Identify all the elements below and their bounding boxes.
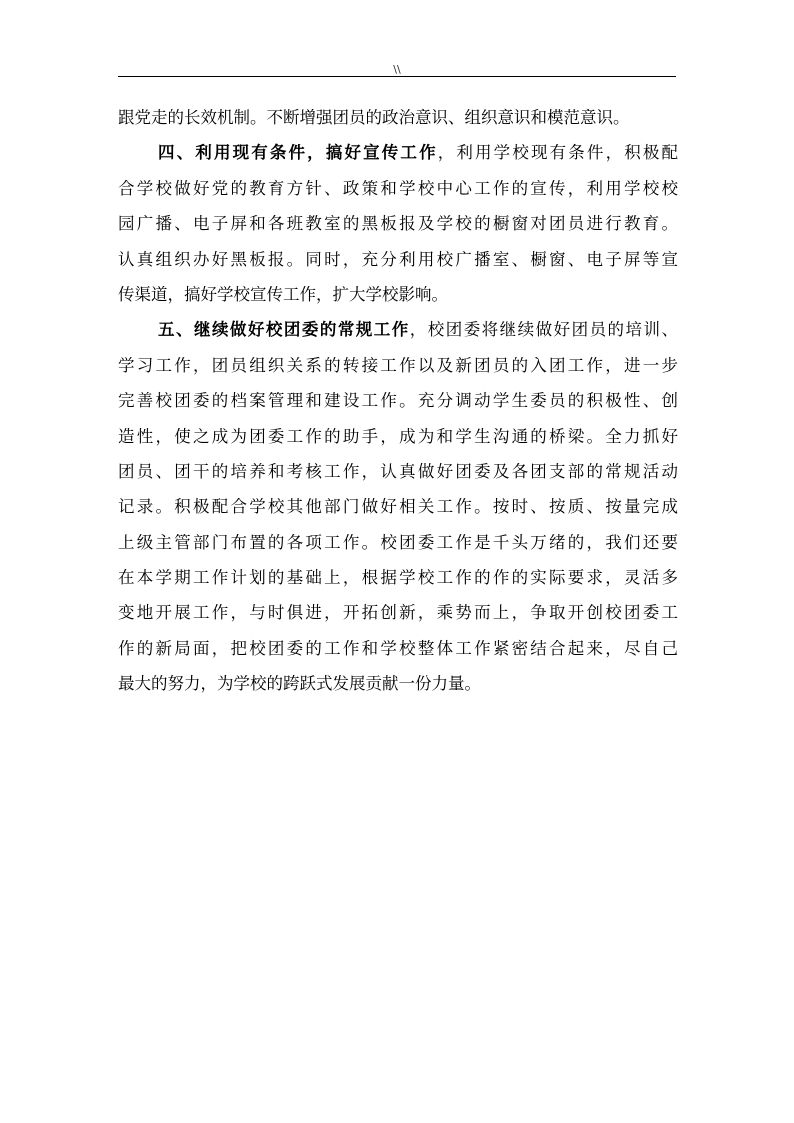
section-heading-routine-work: 五、继续做好校团委的常规工作 [158,320,410,340]
document-body [118,100,678,702]
text-line: 合学校做好党的教育方针、政策和学校中心工作的宣传，利用学校校 [118,178,678,198]
text-line: 完善校团委的档案管理和建设工作。充分调动学生委员的积极性、创 [118,391,678,411]
text-line [118,312,678,347]
text-line: 学习工作，团员组织关系的转接工作以及新团员的入团工作，进一步 [118,355,678,375]
text-run: ，校团委将继续做好团员的培训、 [409,320,678,340]
paragraph-1 [118,100,678,135]
page-header [118,58,676,77]
section-heading-publicity: 四、利用现有条件，搞好宣传工作 [158,143,438,163]
text-line: 传渠道，搞好学校宣传工作，扩大学校影响。 [118,284,448,304]
text-line: 在本学期工作计划的基础上，根据学校工作的作的实际要求，灵活多 [118,568,678,588]
text-line: 最大的努力，为学校的跨跃式发展贡献一份力量。 [118,674,481,694]
text-line: 跟党走的长效机制。不断增强团员的政治意识、组织意识和模范意识。 [118,108,630,127]
text-run: ，利用学校现有条件，积极配 [437,143,678,163]
header-mark: \\ [393,63,401,76]
text-line [118,135,678,170]
paragraph-publicity [118,135,678,312]
text-line: 造性，使之成为团委工作的助手，成为和学生沟通的桥梁。全力抓好 [118,426,678,446]
text-line: 团员、团干的培养和考核工作，认真做好团委及各团支部的常规活动 [118,461,678,481]
text-line: 作的新局面，把校团委的工作和学校整体工作紧密结合起来，尽自己 [118,638,678,658]
text-line: 变地开展工作，与时俱进，开拓创新，乘势而上，争取开创校团委工 [118,603,678,623]
paragraph-routine-work [118,312,678,701]
text-line: 认真组织办好黑板报。同时，充分利用校广播室、橱窗、电子屏等宣 [118,249,678,269]
text-line: 记录。积极配合学校其他部门做好相关工作。按时、按质、按量完成 [118,497,678,517]
text-line: 上级主管部门布置的各项工作。校团委工作是千头万绪的，我们还要 [118,532,678,552]
text-line: 园广播、电子屏和各班教室的黑板报及学校的橱窗对团员进行教育。 [118,214,678,234]
